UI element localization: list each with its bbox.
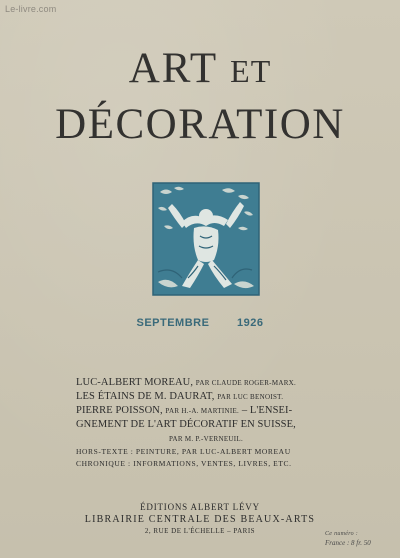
watermark: Le-livre.com — [5, 4, 57, 14]
hors-texte-line: HORS-TEXTE : PEINTURE, PAR LUC-ALBERT MOREAU — [76, 447, 291, 456]
contents-line — [76, 376, 336, 390]
contents-byline: PAR H.-A. MARTINIE. — [165, 407, 240, 415]
title-et: ET — [230, 53, 272, 89]
publisher-address: 2, RUE DE L'ÉCHELLE – PARIS — [144, 527, 256, 535]
issue-month: SEPTEMBRE — [136, 317, 210, 329]
chronique-line: CHRONIQUE : INFORMATIONS, VENTES, LIVRES, ETC. — [76, 459, 292, 468]
price-value: France : 8 fr. 50 — [325, 539, 371, 547]
contents-line — [76, 432, 336, 446]
contents-article-title: GNEMENT DE L'ART DÉCORATIF EN SUISSE, — [76, 419, 296, 430]
contents-article-title: LUC-ALBERT MOREAU, — [76, 377, 194, 388]
contents-line — [76, 418, 336, 432]
title-art: ART — [128, 45, 218, 92]
contents-article-continued: – L'ENSEI- — [239, 405, 293, 416]
publisher-librairie: LIBRAIRIE CENTRALE DES BEAUX-ARTS — [84, 514, 316, 525]
contents-byline: PAR CLAUDE ROGER-MARX. — [195, 379, 297, 387]
contents-byline: PAR M. P.-VERNEUIL. — [168, 435, 244, 443]
contents-line — [76, 404, 336, 418]
contents-article-title: PIERRE POISSON, — [76, 405, 163, 416]
contents-byline: PAR LUC BENOIST. — [217, 393, 284, 401]
price-box — [325, 530, 385, 548]
contents-line — [76, 390, 336, 404]
table-of-contents — [76, 376, 336, 470]
issue-year: 1926 — [237, 317, 264, 329]
title-line-2: DÉCORATION — [55, 101, 345, 148]
title-line-1 — [0, 47, 400, 90]
price-label: Ce numéro : — [325, 531, 359, 537]
contents-article-title: LES ÉTAINS DE M. DAURAT, — [76, 391, 215, 402]
woodcut-figure-icon — [152, 182, 260, 296]
publisher-editions: ÉDITIONS ALBERT LÉVY — [140, 502, 260, 512]
issue-date — [0, 317, 400, 329]
